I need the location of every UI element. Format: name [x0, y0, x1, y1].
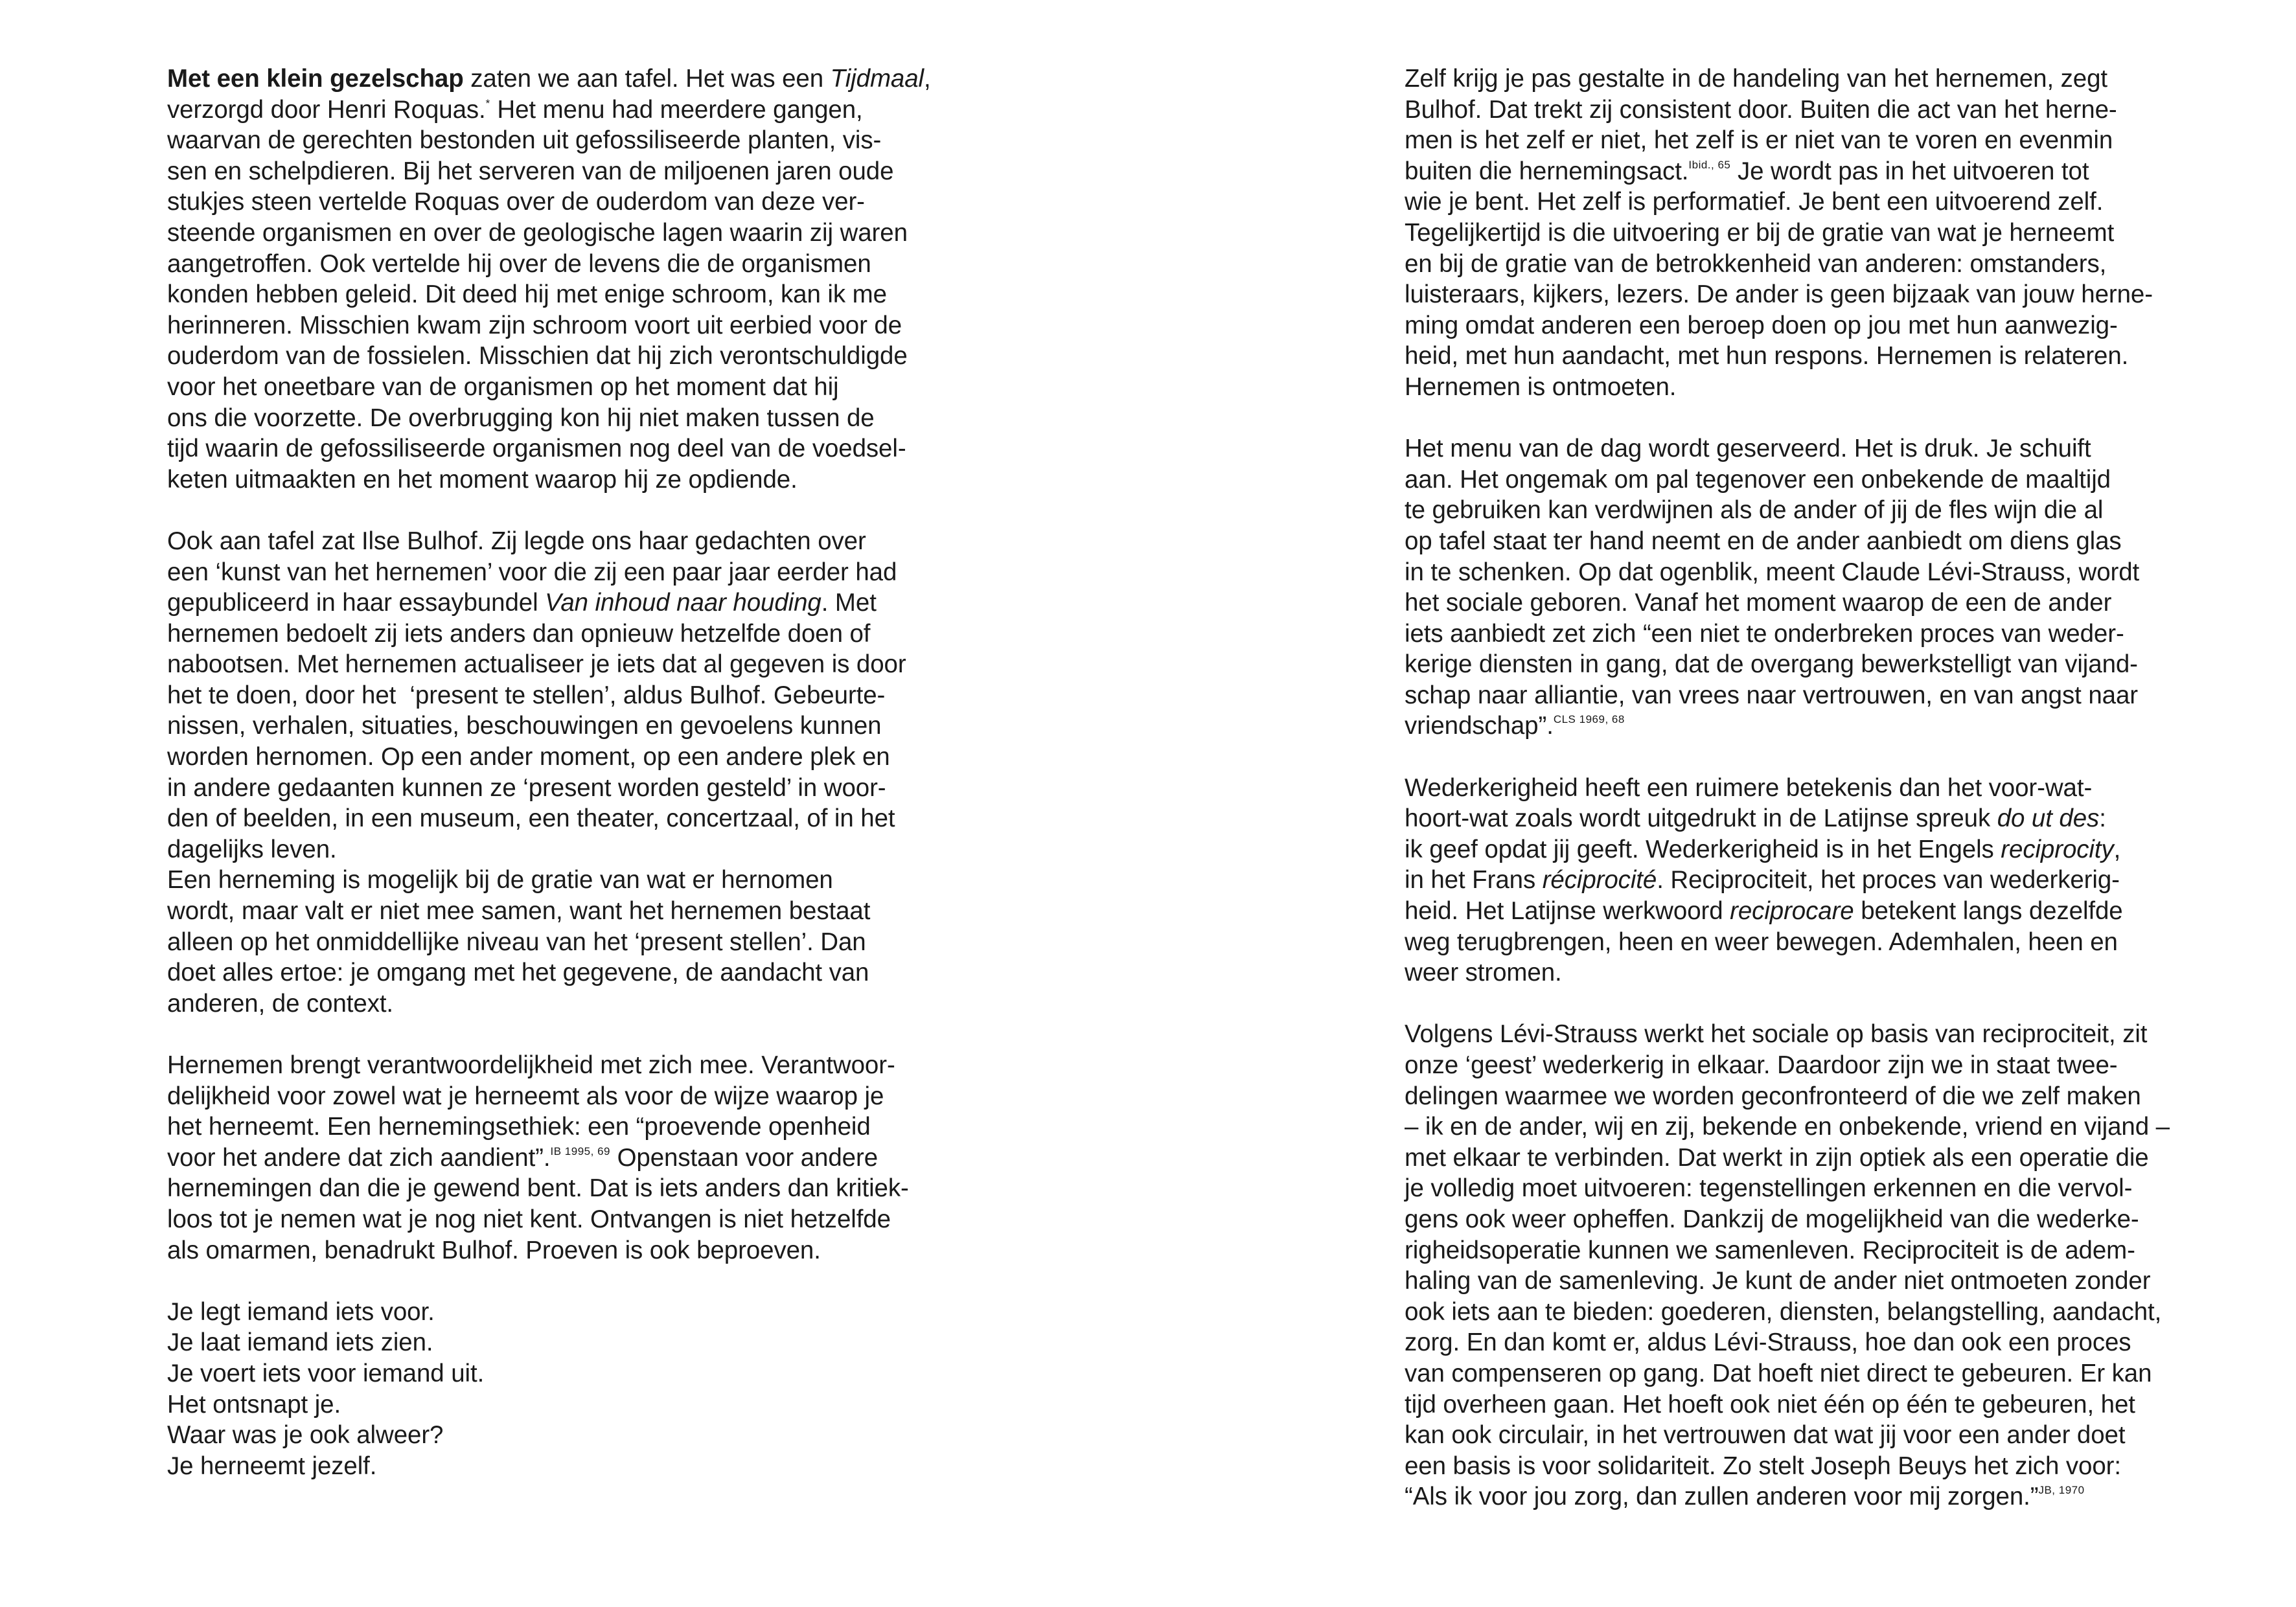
text-line: wie je bent. Het zelf is performatief. Je bent een uitvoerend zelf.	[1405, 188, 2104, 216]
text-line: ons die voorzette. De overbrugging kon hij niet maken tussen de	[167, 404, 875, 432]
text-line: ouderdom van de fossielen. Misschien dat hij zich verontschuldigde	[167, 342, 908, 370]
text-line: hoort-wat zoals wordt uitgedrukt in de Latijnse spreuk do ut des:	[1405, 804, 2106, 833]
text-line: Wederkerigheid heeft een ruimere betekenis dan het voor-wat-	[1405, 773, 2093, 802]
text-line: den of beelden, in een museum, een theater, concertzaal, of in het	[167, 804, 895, 833]
text-line: sen en schelpdieren. Bij het serveren van de miljoenen jaren oude	[167, 157, 894, 185]
text-line: kerige diensten in gang, dat de overgang bewerkstelligt van vijand-	[1405, 650, 2138, 679]
paragraph-wederkerigheid	[1405, 773, 2247, 988]
text-line: Hernemen is ontmoeten.	[1405, 372, 1677, 401]
text-line: en bij de gratie van de betrokkenheid van anderen: omstanders,	[1405, 249, 2107, 278]
text-line: tijd waarin de gefossiliseerde organismen nog deel van de voedsel-	[167, 435, 906, 463]
text-line: op tafel staat ter hand neemt en de ander aanbiedt om diens glas	[1405, 527, 2122, 555]
text-line: gepubliceerd in haar essaybundel Van inhoud naar houding. Met	[167, 589, 877, 617]
text-line: iets aanbiedt zet zich “een niet te onderbreken proces van weder-	[1405, 619, 2124, 648]
paragraph-gap	[167, 1019, 1009, 1050]
text-line: ook iets aan te bieden: goederen, diensten, belangstelling, aandacht,	[1405, 1297, 2162, 1326]
text-line: delijkheid voor zowel wat je herneemt als voor de wijze waarop je	[167, 1082, 884, 1110]
text-line: voor het andere dat zich aandient”.$^{IB 1995, 69}$ Openstaan voor andere	[167, 1143, 878, 1172]
text-line: heid, met hun aandacht, met hun respons. Hernemen is relateren.	[1405, 342, 2129, 370]
text-line: een ‘kunst van het hernemen’ voor die zij een paar jaar eerder had	[167, 558, 897, 586]
text-line: haling van de samenleving. Je kunt de ander niet ontmoeten zonder	[1405, 1267, 2151, 1295]
text-line: weg terugbrengen, heen en weer bewegen. Ademhalen, heen en	[1405, 928, 2118, 956]
text-line: als omarmen, benadrukt Bulhof. Proeven is ook beproeven.	[167, 1236, 821, 1264]
text-line: worden hernomen. Op een ander moment, op een andere plek en	[167, 743, 890, 771]
text-line: Hernemen brengt verantwoordelijkheid met zich mee. Verantwoor-	[167, 1051, 895, 1079]
text-line: zorg. En dan komt er, aldus Lévi-Strauss, hoe dan ook een proces	[1405, 1328, 2131, 1357]
paragraph-tijdmaal	[167, 63, 1009, 495]
text-line: aan. Het ongemak om pal tegenover een onbekende de maaltijd	[1405, 465, 2111, 494]
text-line: stukjes steen vertelde Roquas over de ouderdom van deze ver-	[167, 188, 865, 216]
text-line: heid. Het Latijnse werkwoord reciprocare betekent langs dezelfde	[1405, 897, 2123, 926]
paragraph-poem	[167, 1297, 1009, 1482]
text-line: kan ook circulair, in het vertrouwen dat wat jij voor een ander doet	[1405, 1421, 2126, 1450]
paragraph-menu	[1405, 433, 2247, 742]
text-line: Tegelijkertijd is die uitvoering er bij de gratie van wat je herneemt	[1405, 218, 2115, 247]
text-line: nabootsen. Met hernemen actualiseer je iets dat al gegeven is door	[167, 650, 906, 679]
text-line: luisteraars, kijkers, lezers. De ander is geen bijzaak van jouw herne-	[1405, 280, 2153, 309]
text-line: in te schenken. Op dat ogenblik, meent Claude Lévi-Strauss, wordt	[1405, 558, 2140, 586]
text-line: het herneemt. Een hernemingsethiek: een “proevende openheid	[167, 1113, 871, 1141]
text-line: Zelf krijg je pas gestalte in de handeling van het hernemen, zegt	[1405, 65, 2108, 93]
text-line: verzorgd door Henri Roquas.* Het menu had meerdere gangen,	[167, 95, 863, 124]
text-line: nissen, verhalen, situaties, beschouwingen en gevoelens kunnen	[167, 712, 882, 740]
text-line: met elkaar te verbinden. Dat werkt in zijn optiek als een operatie die	[1405, 1143, 2149, 1172]
text-line: righeidsoperatie kunnen we samenleven. Reciprociteit is de adem-	[1405, 1236, 2135, 1264]
text-line: buiten die hernemingsact.$^{Ibid., 65}$ Je wordt pas in het uitvoeren tot	[1405, 157, 2089, 185]
right-page	[1148, 0, 2296, 1607]
paragraph-gap	[1405, 988, 2247, 1020]
left-text-column	[167, 63, 1009, 1481]
text-line: men is het zelf er niet, het zelf is er niet van te voren en evenmin	[1405, 126, 2113, 155]
text-line: keten uitmaakten en het moment waarop hij ze opdiende.	[167, 465, 798, 494]
text-line: aangetroffen. Ook vertelde hij over de levens die de organismen	[167, 249, 871, 278]
text-line: ik geef opdat jij geeft. Wederkerigheid is in het Engels reciprocity,	[1405, 835, 2121, 863]
text-line: tijd overheen gaan. Het hoeft ook niet één op één te gebeuren, het	[1405, 1390, 2135, 1419]
book-title: Van inhoud naar houding	[545, 589, 821, 617]
text-line: Volgens Lévi-Strauss werkt het sociale op basis van reciprociteit, zit	[1405, 1020, 2148, 1049]
citation-note: IB 1995, 69	[550, 1145, 610, 1157]
text-line: loos tot je nemen wat je nog niet kent. Ontvangen is niet hetzelfde	[167, 1205, 891, 1233]
paragraph-gap	[167, 1266, 1009, 1297]
text-line: onze ‘geest’ wederkerig in elkaar. Daardoor zijn we in staat twee-	[1405, 1051, 2118, 1079]
text-line: herinneren. Misschien kwam zijn schroom voort uit eerbied voor de	[167, 311, 902, 339]
text-line: Je voert iets voor iemand uit.	[167, 1359, 485, 1387]
text-line: ming omdat anderen een beroep doen op jou met hun aanwezig-	[1405, 311, 2118, 339]
text-line: het te doen, door het ‘present te stellen’, aldus Bulhof. Gebeurte-	[167, 681, 886, 709]
text-line: je volledig moet uitvoeren: tegenstellingen erkennen en die vervol-	[1405, 1174, 2133, 1203]
text-line: een basis is voor solidariteit. Zo stelt Joseph Beuys het zich voor:	[1405, 1452, 2121, 1480]
text-line: weer stromen.	[1405, 959, 1562, 987]
text-line: Ook aan tafel zat Ilse Bulhof. Zij legde ons haar gedachten over	[167, 527, 866, 555]
paragraph-gap	[1405, 403, 2247, 434]
text-line: hernemen bedoelt zij iets anders dan opnieuw hetzelfde doen of	[167, 619, 871, 648]
text-line: Een herneming is mogelijk bij de gratie van wat er hernomen	[167, 866, 833, 895]
text-line: Je laat iemand iets zien.	[167, 1328, 433, 1357]
text-line: steende organismen en over de geologische lagen waarin zij waren	[167, 218, 908, 247]
text-line: schap naar alliantie, van vrees naar vertrouwen, en van angst naar	[1405, 681, 2138, 709]
text-line: Met een klein gezelschap zaten we aan tafel. Het was een Tijdmaal,	[167, 65, 931, 93]
citation-note: JB, 1970	[2038, 1484, 2085, 1497]
text-line: Bulhof. Dat trekt zij consistent door. Buiten die act van het herne-	[1405, 95, 2117, 124]
text-line: voor het oneetbare van de organismen op het moment dat hij	[167, 372, 839, 401]
paragraph-levi-strauss	[1405, 1019, 2247, 1512]
paragraph-gap	[167, 495, 1009, 526]
citation-note: CLS 1969, 68	[1553, 713, 1625, 726]
text-line: van compenseren op gang. Dat hoeft niet direct te gebeuren. Er kan	[1405, 1359, 2152, 1387]
footnote-marker: *	[485, 97, 490, 109]
paragraph-gap	[1405, 742, 2247, 773]
text-line: doet alles ertoe: je omgang met het gegevene, de aandacht van	[167, 959, 869, 987]
paragraph-bulhof	[167, 526, 1009, 1020]
text-line: – ik en de ander, wij en zij, bekende en onbekende, vriend en vijand –	[1405, 1113, 2170, 1141]
text-line: het sociale geboren. Vanaf het moment waarop de een de ander	[1405, 589, 2112, 617]
text-line: Je legt iemand iets voor.	[167, 1297, 435, 1326]
text-line: wordt, maar valt er niet mee samen, want het hernemen bestaat	[167, 897, 871, 926]
text-line: in andere gedaanten kunnen ze ‘present worden gesteld’ in woor-	[167, 773, 886, 802]
text-line: waarvan de gerechten bestonden uit gefossiliseerde planten, vis-	[167, 126, 882, 155]
lead-in: Met een klein gezelschap	[167, 65, 464, 93]
text-line: delingen waarmee we worden geconfronteerd of die we zelf maken	[1405, 1082, 2141, 1110]
text-line: dagelijks leven.	[167, 835, 337, 863]
text-line: anderen, de context.	[167, 989, 394, 1018]
paragraph-zelf	[1405, 63, 2247, 403]
text-line: “Als ik voor jou zorg, dan zullen anderen voor mij zorgen.”$^{JB, 1970}$	[1405, 1483, 2085, 1511]
text-line: Waar was je ook alweer?	[167, 1421, 444, 1450]
right-text-column	[1405, 63, 2247, 1512]
text-line: hernemingen dan die je gewend bent. Dat is iets anders dan kritiek-	[167, 1174, 909, 1203]
text-line: Het menu van de dag wordt geserveerd. Het is druk. Je schuift	[1405, 435, 2091, 463]
text-line: Je herneemt jezelf.	[167, 1452, 377, 1480]
text-line: Het ontsnapt je.	[167, 1390, 341, 1419]
text-line: gens ook weer opheffen. Dankzij de mogelijkheid van die wederke-	[1405, 1205, 2139, 1233]
citation-note: Ibid., 65	[1688, 158, 1731, 171]
paragraph-verantwoordelijkheid	[167, 1050, 1009, 1266]
text-line: konden hebben geleid. Dit deed hij met enige schroom, kan ik me	[167, 280, 887, 309]
text-line: in het Frans réciprocité. Reciprociteit, het proces van wederkerig-	[1405, 866, 2120, 895]
text-line: alleen op het onmiddellijke niveau van het ‘present stellen’. Dan	[167, 928, 866, 956]
text-line: vriendschap”.$^{CLS 1969, 68}$	[1405, 712, 1625, 740]
text-line: te gebruiken kan verdwijnen als de ander of jij de fles wijn die al	[1405, 496, 2104, 525]
